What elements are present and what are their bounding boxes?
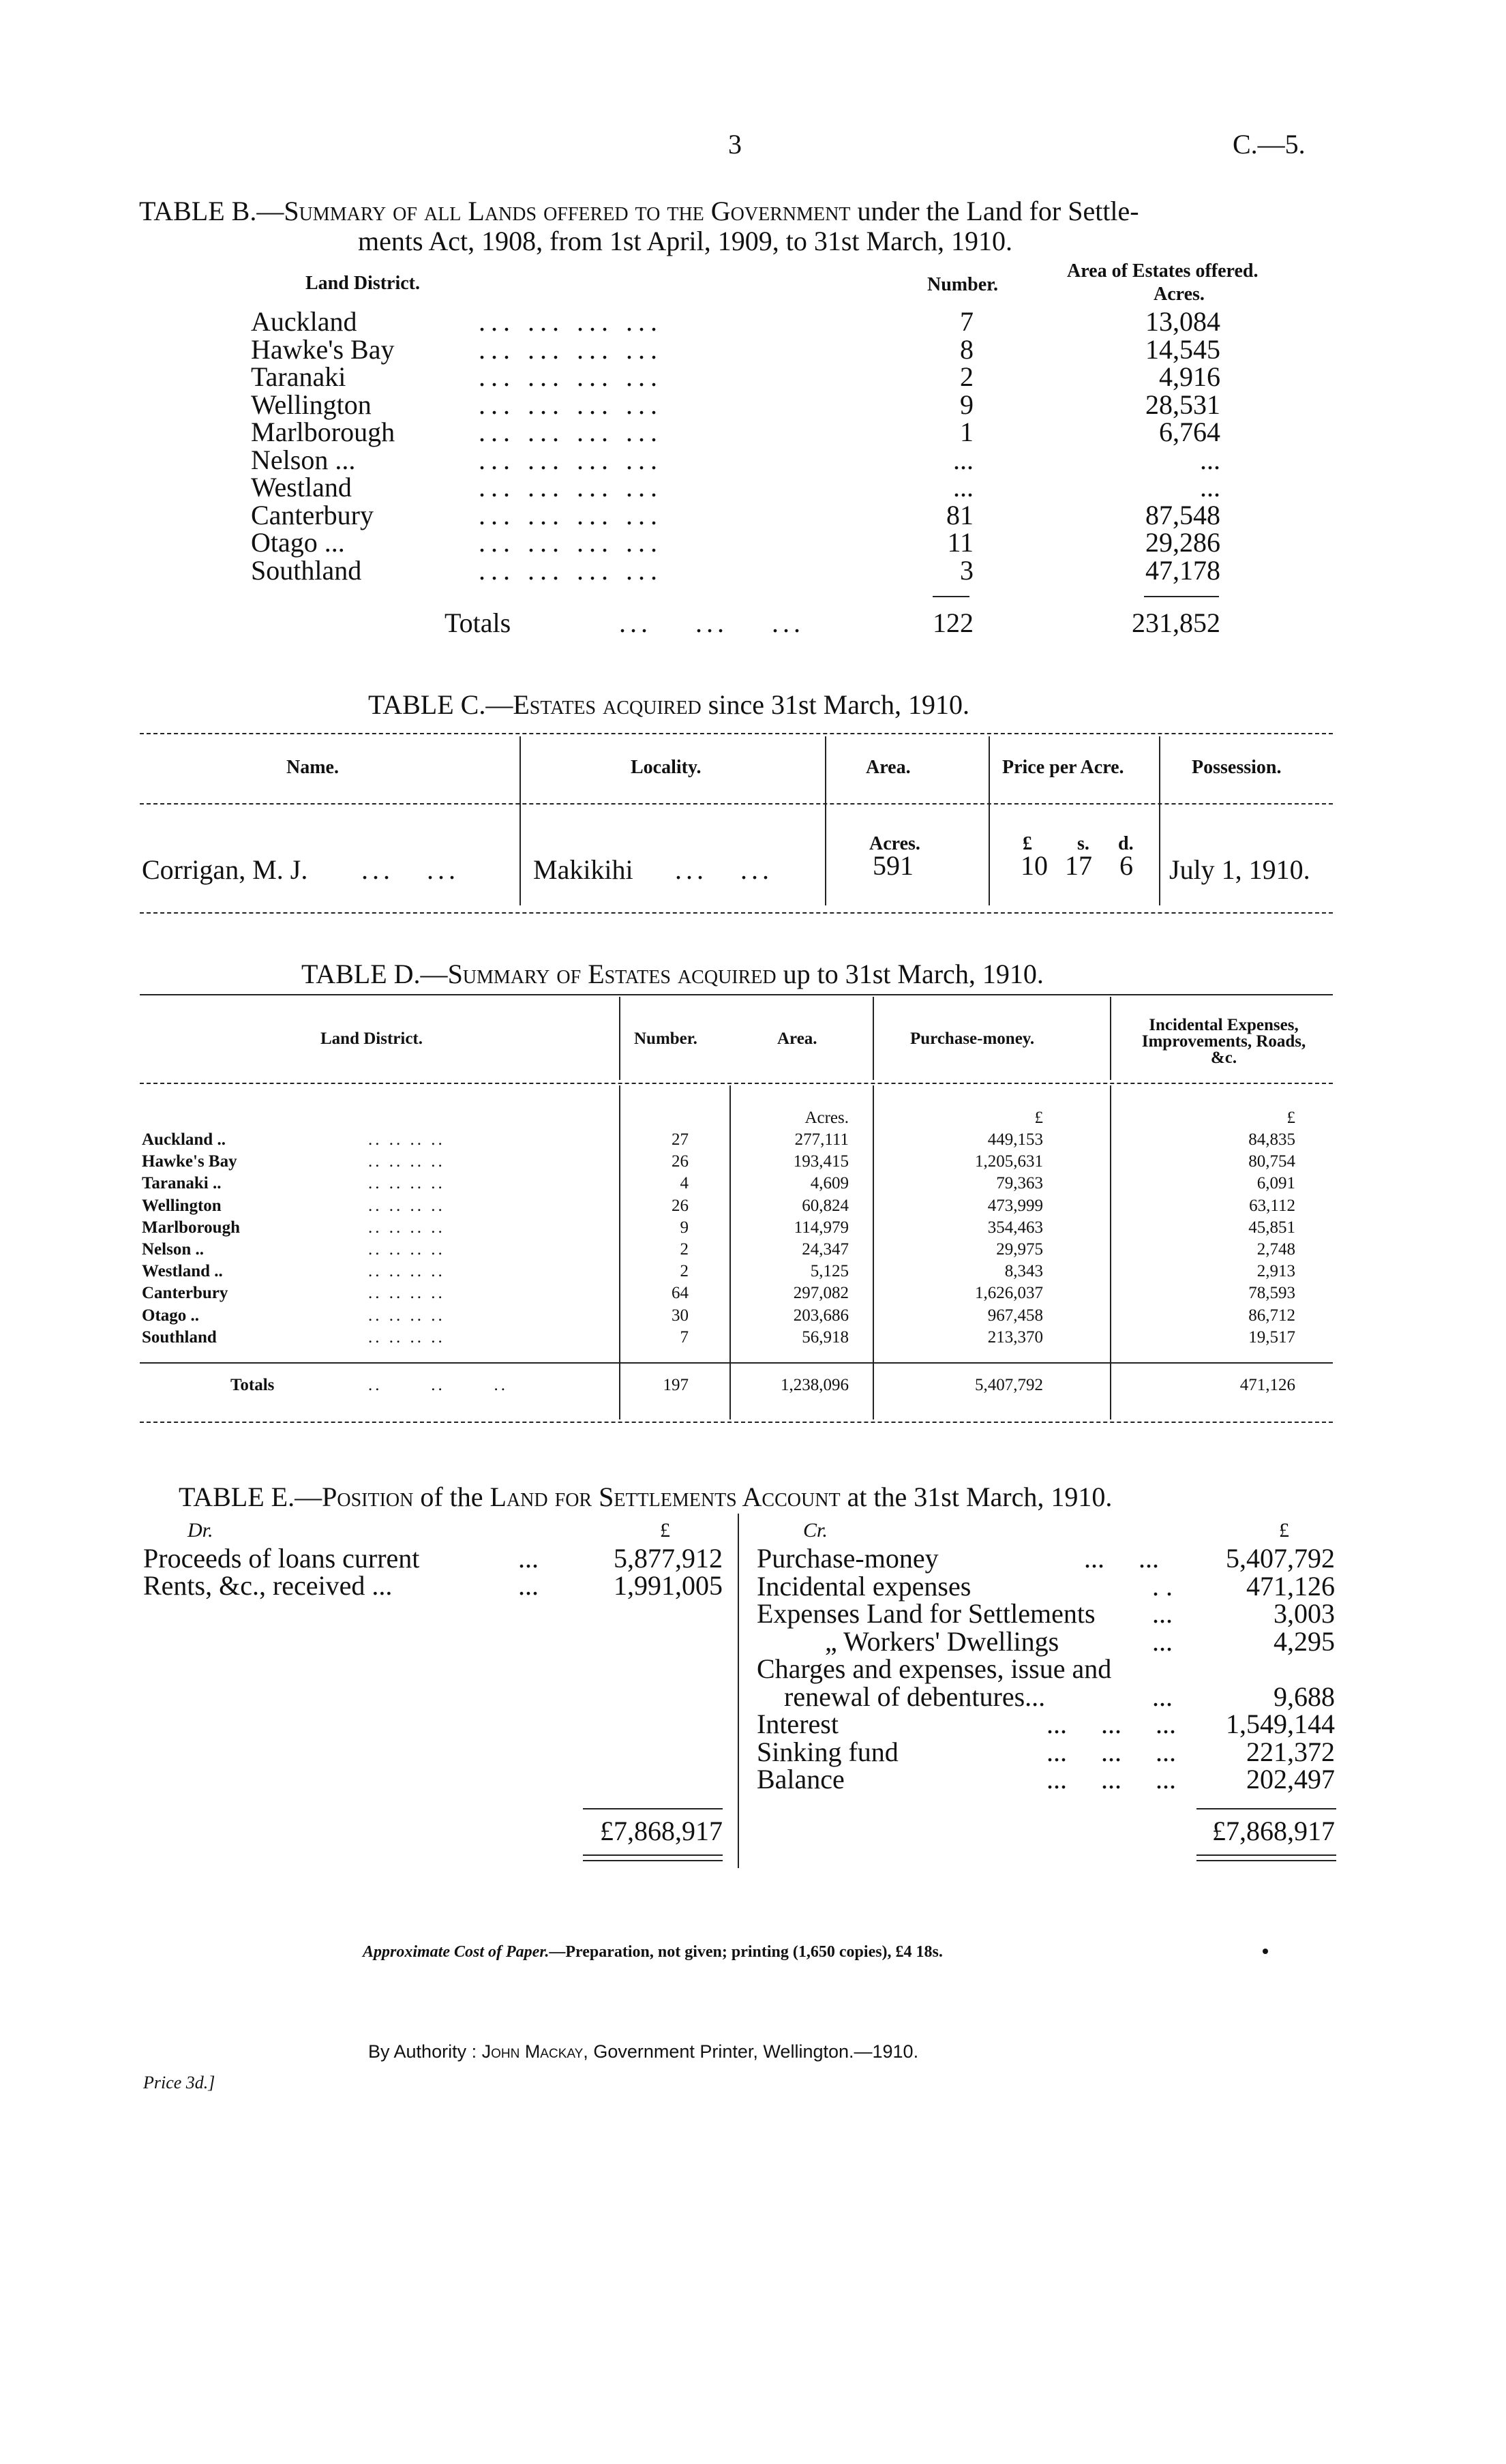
table-d-incidental: 2,913 xyxy=(1256,1262,1295,1280)
table-d-area: 203,686 xyxy=(793,1306,849,1325)
table-c-unit-pence: d. xyxy=(1118,833,1134,854)
table-c-unit-area: Acres. xyxy=(869,833,920,854)
table-d-area: 277,111 xyxy=(794,1130,849,1149)
table-c-divider xyxy=(1159,736,1160,905)
table-d-purchase: 8,343 xyxy=(1004,1262,1043,1280)
table-b-district: Canterbury xyxy=(251,500,374,530)
table-e-credit-pound: £ xyxy=(1279,1519,1289,1542)
table-e-credit-label: Charges and expenses, issue and xyxy=(757,1653,1112,1684)
table-b-number: 11 xyxy=(947,527,974,558)
table-e-credit-amount: 471,126 xyxy=(1246,1571,1335,1602)
table-c-divider xyxy=(519,736,521,905)
table-b-leader: ... ... ... ... xyxy=(479,472,663,502)
table-b-title-rest: under the Land for Settle- xyxy=(857,196,1139,226)
table-b-district: Hawke's Bay xyxy=(251,334,395,365)
table-c-price-shillings: 17 xyxy=(1065,850,1092,881)
table-e-title-rest: at the 31st March, 1910. xyxy=(847,1482,1113,1512)
table-e-credit-amount: 221,372 xyxy=(1246,1737,1335,1767)
table-b-district: Otago ... xyxy=(251,527,345,558)
table-d-incidental: 6,091 xyxy=(1256,1174,1295,1192)
table-b-total-rule xyxy=(1144,596,1219,597)
table-d-leader: .. .. .. .. xyxy=(368,1197,445,1215)
table-d-purchase: 473,999 xyxy=(987,1197,1043,1215)
table-b-district: Auckland xyxy=(251,306,357,337)
table-b-number: 9 xyxy=(960,389,974,420)
table-d-header-incidental-3: &c. xyxy=(1210,1049,1237,1067)
table-e-debit-amount: 5,877,912 xyxy=(614,1543,723,1574)
table-e-credit-amount: 202,497 xyxy=(1246,1764,1335,1794)
table-d-totals-label: Totals xyxy=(230,1376,275,1394)
table-e-leader: ... xyxy=(1152,1681,1173,1712)
table-d-number: 2 xyxy=(680,1240,689,1259)
table-b-area: 28,531 xyxy=(1145,389,1220,420)
table-c-top-rule xyxy=(140,733,1333,734)
table-d-divider xyxy=(873,1085,874,1419)
table-b-title-lead: TABLE B.— xyxy=(139,196,284,226)
table-e-credit-amount: 1,549,144 xyxy=(1226,1709,1335,1739)
table-e-debit-double-rule xyxy=(583,1854,723,1856)
table-d-header-district: Land District. xyxy=(320,1030,423,1048)
table-d-area: 193,415 xyxy=(793,1152,849,1171)
table-d-number: 26 xyxy=(672,1152,689,1171)
table-d-leader: .. .. .. .. xyxy=(368,1130,445,1149)
table-b-header-number: Number. xyxy=(927,274,998,295)
table-e-credit-amount: 3,003 xyxy=(1274,1598,1335,1629)
table-b-area: 47,178 xyxy=(1145,555,1220,586)
footer-printer: John Mackay, xyxy=(481,2041,588,2062)
footer-cost xyxy=(363,1943,943,1962)
table-e-debit-label: Proceeds of loans current xyxy=(143,1543,420,1574)
table-d-area: 297,082 xyxy=(793,1284,849,1302)
table-c-header-rule xyxy=(140,803,1333,805)
table-d-leader: .. .. .. .. xyxy=(368,1174,445,1192)
table-d-area: 60,824 xyxy=(802,1197,849,1215)
table-c-price-pounds: 10 xyxy=(1021,850,1048,881)
table-b-number: 81 xyxy=(946,500,974,530)
table-d-header-incidental-1: Incidental Expenses, xyxy=(1149,1016,1299,1034)
table-d-total-incidental: 471,126 xyxy=(1239,1376,1295,1394)
table-c-divider xyxy=(989,736,990,905)
table-e-leader: ... xyxy=(1152,1598,1173,1629)
table-e-title-mid: of the xyxy=(420,1482,483,1512)
table-d-incidental: 45,851 xyxy=(1248,1218,1295,1237)
table-e-title-caps: Position xyxy=(322,1482,414,1512)
table-d-area: 4,609 xyxy=(810,1174,849,1192)
table-d-leader: .. .. .. .. xyxy=(368,1284,445,1302)
table-d-title-rest: up to 31st March, 1910. xyxy=(783,959,1044,989)
table-d-number: 2 xyxy=(680,1262,689,1280)
table-b-district: Southland xyxy=(251,555,362,586)
table-d-district: Canterbury xyxy=(142,1284,228,1302)
table-d-unit-incidental: £ xyxy=(1286,1109,1295,1127)
table-d-total-purchase: 5,407,792 xyxy=(975,1376,1043,1394)
table-e-leader: ... xyxy=(1152,1626,1173,1657)
table-c-leader: ... ... xyxy=(361,854,460,885)
table-d-title-lead: TABLE D.— xyxy=(301,959,448,989)
document-reference: C.—5. xyxy=(1233,129,1306,160)
table-b-leader: ... ... ... ... xyxy=(479,417,663,447)
table-d-number: 7 xyxy=(680,1328,689,1347)
table-d-leader: .. .. .. .. xyxy=(368,1152,445,1171)
table-d-district: Westland .. xyxy=(142,1262,223,1280)
table-b-area: ... xyxy=(1200,445,1220,475)
table-d-divider xyxy=(619,997,620,1080)
table-d-number: 27 xyxy=(672,1130,689,1149)
table-e-debit-total: £7,868,917 xyxy=(600,1816,723,1846)
footer-authority xyxy=(368,2041,918,2062)
table-d-area: 5,125 xyxy=(810,1262,849,1280)
table-e-credit-label: „ Workers' Dwellings xyxy=(825,1626,1059,1657)
table-b-leader: ... ... ... ... xyxy=(479,527,663,558)
table-b-header-area: Area of Estates offered. xyxy=(1067,260,1259,282)
table-d-purchase: 1,626,037 xyxy=(975,1284,1043,1302)
table-d-incidental: 86,712 xyxy=(1248,1306,1295,1325)
table-b-area: 87,548 xyxy=(1145,500,1220,530)
table-d-leader: .. .. .. .. xyxy=(368,1328,445,1347)
table-e-cr: Cr. xyxy=(803,1519,828,1542)
table-d-area: 56,918 xyxy=(802,1328,849,1347)
footer-cost-text: —Preparation, not given; printing (1,650 copies), £4 18s. xyxy=(549,1943,943,1961)
table-b-area: 4,916 xyxy=(1159,361,1220,392)
table-e-debit-total-rule xyxy=(583,1808,723,1809)
table-e-credit-double-rule xyxy=(1196,1860,1336,1861)
table-d-district: Southland xyxy=(142,1328,217,1347)
table-d-title-caps: Summary of Estates acquired xyxy=(447,959,777,989)
table-d-header-incidental-2: Improvements, Roads, xyxy=(1141,1032,1306,1051)
table-b-district: Marlborough xyxy=(251,417,395,447)
table-c-price-pence: 6 xyxy=(1119,850,1133,881)
table-b-leader: ... ... ... ... xyxy=(479,500,663,530)
table-b-totals-leader: ... ... ... xyxy=(619,607,804,638)
table-e-credit-label: Sinking fund xyxy=(757,1737,899,1767)
table-e-credit-amount: 4,295 xyxy=(1274,1626,1335,1657)
table-c-name: Corrigan, M. J. xyxy=(142,854,308,885)
table-b-district: Taranaki xyxy=(251,361,346,392)
table-b-number: ... xyxy=(953,472,974,502)
table-d-bottom-rule xyxy=(140,1422,1333,1423)
table-b-number: 1 xyxy=(960,417,974,447)
table-d-purchase: 29,975 xyxy=(996,1240,1043,1259)
table-b-leader: ... ... ... ... xyxy=(479,555,663,586)
table-c-header-area: Area. xyxy=(866,757,911,778)
table-e-leader: ... ... xyxy=(1084,1543,1159,1574)
table-d-header-number: Number. xyxy=(634,1030,697,1048)
table-e-leader: . . xyxy=(1152,1571,1173,1602)
table-b-number: 3 xyxy=(960,555,974,586)
table-b-title-line2: ments Act, 1908, from 1st April, 1909, to 31st March, 1910. xyxy=(358,226,1012,256)
table-c-header-name: Name. xyxy=(286,757,339,778)
table-d-divider xyxy=(729,1085,731,1419)
table-b-totals-label: Totals xyxy=(445,607,511,638)
table-d-leader: .. .. .. .. xyxy=(368,1306,445,1325)
table-b-leader: ... ... ... ... xyxy=(479,306,663,337)
table-d-leader: .. .. .. .. xyxy=(368,1262,445,1280)
table-e-leader: ... ... ... xyxy=(1046,1737,1176,1767)
table-c-leader: ... ... xyxy=(675,854,773,885)
table-d-incidental: 78,593 xyxy=(1248,1284,1295,1302)
table-e-debit-amount: 1,991,005 xyxy=(614,1570,723,1601)
table-e-debit-label: Rents, &c., received ... xyxy=(143,1570,393,1601)
table-b-district: Nelson ... xyxy=(251,445,356,475)
table-d-district: Taranaki .. xyxy=(142,1174,222,1192)
table-d-total-area: 1,238,096 xyxy=(781,1376,849,1394)
table-b-area: 13,084 xyxy=(1145,306,1220,337)
table-d-district: Marlborough xyxy=(142,1218,240,1237)
table-c-title xyxy=(368,689,969,721)
table-e-credit-label: renewal of debentures... xyxy=(784,1681,1046,1712)
table-d-purchase: 449,153 xyxy=(987,1130,1043,1149)
table-d-district: Nelson .. xyxy=(142,1240,204,1259)
table-e-credit-label: Interest xyxy=(757,1709,839,1739)
table-d-header-rule xyxy=(140,1083,1333,1084)
table-d-number: 9 xyxy=(680,1218,689,1237)
table-d-number: 30 xyxy=(672,1306,689,1325)
table-d-divider xyxy=(1110,1085,1111,1419)
table-d-number: 4 xyxy=(680,1174,689,1192)
footer-authority-rest: Government Printer, Wellington.—1910. xyxy=(593,2041,919,2062)
table-e-credit-amount: 9,688 xyxy=(1274,1681,1335,1712)
table-b-total-number: 122 xyxy=(933,607,974,638)
table-d-area: 24,347 xyxy=(802,1240,849,1259)
table-e-leader: ... ... ... xyxy=(1046,1764,1176,1794)
table-e-credit-label: Balance xyxy=(757,1764,845,1794)
table-d-totals-leader: .. .. .. xyxy=(368,1376,508,1394)
table-b-area: 6,764 xyxy=(1159,417,1220,447)
table-b-total-area: 231,852 xyxy=(1132,607,1220,638)
table-b-area: 14,545 xyxy=(1145,334,1220,365)
table-c-title-rest: since 31st March, 1910. xyxy=(708,689,970,720)
table-b-leader: ... ... ... ... xyxy=(479,445,663,475)
footer-price: Price 3d.] xyxy=(143,2073,215,2092)
table-d-unit-area: Acres. xyxy=(804,1109,849,1127)
table-c-divider xyxy=(825,736,826,905)
table-d-purchase: 79,363 xyxy=(996,1174,1043,1192)
table-b-header-district: Land District. xyxy=(305,273,420,294)
table-d-purchase: 354,463 xyxy=(987,1218,1043,1237)
table-c-header-price: Price per Acre. xyxy=(1002,757,1124,778)
table-b-number: 7 xyxy=(960,306,974,337)
table-b-leader: ... ... ... ... xyxy=(479,334,663,365)
table-c-bottom-rule xyxy=(140,912,1333,914)
table-b-title xyxy=(139,195,1139,227)
table-c-unit-pounds: £ xyxy=(1023,833,1032,854)
table-b-number: 2 xyxy=(960,361,974,392)
table-d-incidental: 63,112 xyxy=(1249,1197,1295,1215)
table-e-credit-amount: 5,407,792 xyxy=(1226,1543,1335,1574)
table-e-credit-label: Purchase-money xyxy=(757,1543,939,1574)
table-d-district: Auckland .. xyxy=(142,1130,226,1149)
table-e-credit-total: £7,868,917 xyxy=(1212,1816,1335,1846)
table-d-number: 26 xyxy=(672,1197,689,1215)
table-d-top-rule xyxy=(140,994,1333,995)
table-d-area: 114,979 xyxy=(794,1218,849,1237)
table-d-header-area: Area. xyxy=(777,1030,817,1048)
table-d-title xyxy=(301,958,1044,990)
footer-authority-lead: By Authority : xyxy=(368,2041,477,2062)
table-b-district: Westland xyxy=(251,472,352,502)
table-e-credit-double-rule xyxy=(1196,1854,1336,1856)
table-b-area: 29,286 xyxy=(1145,527,1220,558)
table-c-unit-shillings: s. xyxy=(1077,833,1089,854)
table-d-district: Wellington xyxy=(142,1197,222,1215)
table-d-purchase: 213,370 xyxy=(987,1328,1043,1347)
table-e-title xyxy=(179,1481,1112,1513)
table-d-purchase: 967,458 xyxy=(987,1306,1043,1325)
table-d-purchase: 1,205,631 xyxy=(975,1152,1043,1171)
table-c-title-caps: Estates acquired xyxy=(513,689,702,720)
table-b-area: ... xyxy=(1200,472,1220,502)
table-d-incidental: 80,754 xyxy=(1248,1152,1295,1171)
table-d-header-purchase: Purchase-money. xyxy=(910,1030,1035,1048)
table-d-leader: .. .. .. .. xyxy=(368,1240,445,1259)
footer-cost-label: Approximate Cost of Paper. xyxy=(363,1943,549,1961)
table-e-leader: ... ... ... xyxy=(1046,1709,1176,1739)
stray-dot xyxy=(1263,1949,1268,1954)
table-e-divider xyxy=(738,1514,739,1868)
table-c-possession: July 1, 1910. xyxy=(1169,854,1310,885)
table-e-debit-double-rule xyxy=(583,1860,723,1861)
table-e-credit-label: Incidental expenses xyxy=(757,1571,972,1602)
table-d-divider xyxy=(873,997,874,1080)
page-number: 3 xyxy=(728,129,742,160)
table-d-incidental: 19,517 xyxy=(1248,1328,1295,1347)
table-b-leader: ... ... ... ... xyxy=(479,389,663,420)
table-c-header-locality: Locality. xyxy=(631,757,702,778)
table-d-incidental: 84,835 xyxy=(1248,1130,1295,1149)
table-e-title-lead: TABLE E.— xyxy=(179,1482,322,1512)
table-e-dr: Dr. xyxy=(187,1519,213,1542)
table-d-number: 64 xyxy=(672,1284,689,1302)
table-d-unit-purchase: £ xyxy=(1034,1109,1043,1127)
table-e-leader: ... xyxy=(518,1543,539,1574)
table-b-district: Wellington xyxy=(251,389,372,420)
table-b-leader: ... ... ... ... xyxy=(479,361,663,392)
table-c-locality: Makikihi xyxy=(533,854,633,885)
table-d-totals-rule xyxy=(140,1362,1333,1364)
table-d-total-number: 197 xyxy=(663,1376,689,1394)
table-b-number: ... xyxy=(953,445,974,475)
table-e-title-caps: Land for Settlements Account xyxy=(490,1482,841,1512)
table-d-leader: .. .. .. .. xyxy=(368,1218,445,1237)
table-b-title-caps: Summary of all Lands offered to the Government xyxy=(284,196,851,226)
table-e-credit-total-rule xyxy=(1196,1808,1336,1809)
table-c-title-lead: TABLE C.— xyxy=(368,689,513,720)
table-e-debit-pound: £ xyxy=(660,1519,670,1542)
table-c-header-possession: Possession. xyxy=(1192,757,1282,778)
table-b-total-rule xyxy=(933,596,969,597)
table-d-district: Otago .. xyxy=(142,1306,200,1325)
table-b-unit: Acres. xyxy=(1154,284,1205,305)
table-e-leader: ... xyxy=(518,1570,539,1601)
table-d-district: Hawke's Bay xyxy=(142,1152,237,1171)
table-d-incidental: 2,748 xyxy=(1256,1240,1295,1259)
table-b-number: 8 xyxy=(960,334,974,365)
table-e-credit-label: Expenses Land for Settlements xyxy=(757,1598,1096,1629)
table-c-area: 591 xyxy=(873,850,914,881)
